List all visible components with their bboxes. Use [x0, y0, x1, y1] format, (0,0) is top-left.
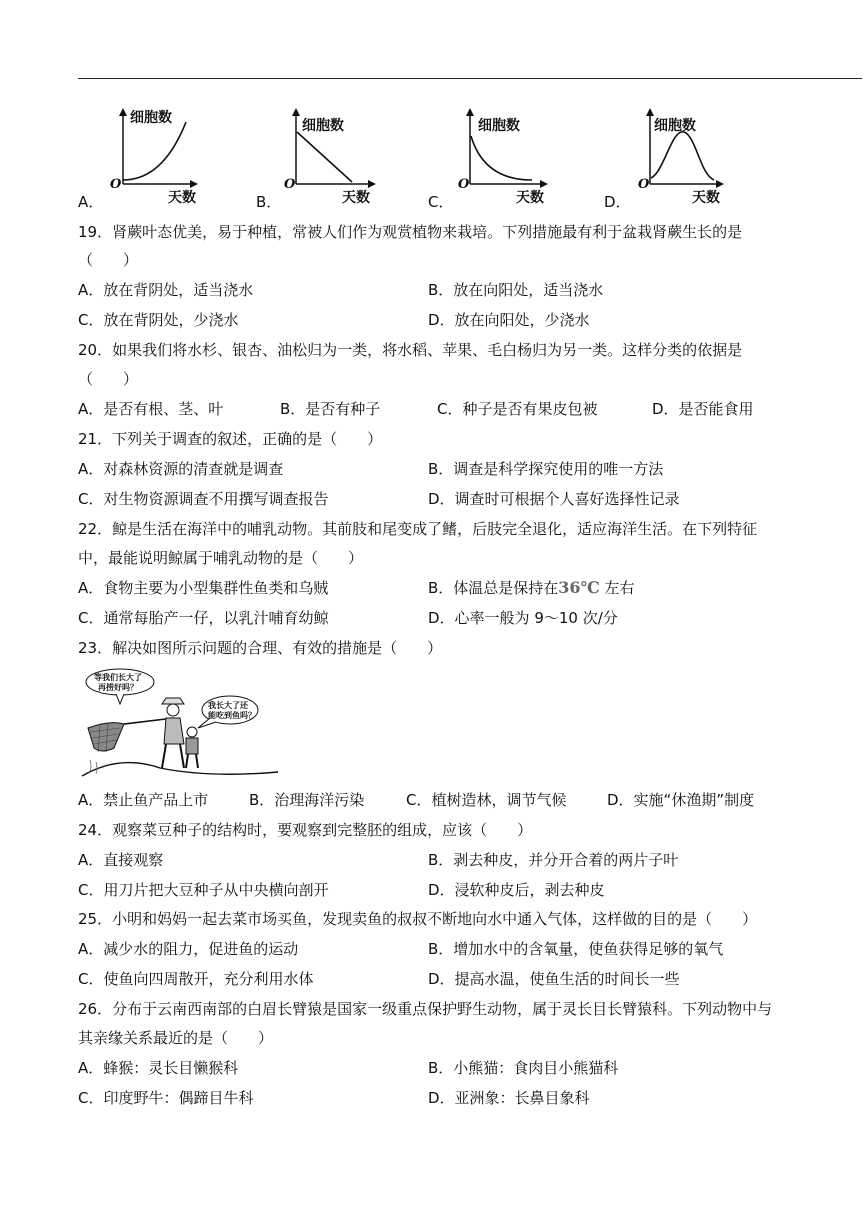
graph-option-c [428, 100, 608, 212]
q19-option-a[interactable]: A．放在背阴处，适当浇水 [78, 281, 254, 299]
temperature-value: 36℃ [558, 578, 600, 597]
q21-option-c[interactable]: C．对生物资源调查不用撰写调查报告 [78, 490, 329, 508]
bubble1-line2: 再捞好吗？ [98, 683, 138, 692]
header-rule [78, 78, 862, 79]
q26-option-c[interactable]: C．印度野牛：偶蹄目牛科 [78, 1089, 254, 1107]
q21-stem: 21．下列关于调查的叙述，正确的是（ ） [78, 430, 383, 448]
q22-option-b[interactable] [428, 578, 635, 598]
q18-graph-options [78, 100, 862, 212]
q20-option-b[interactable]: B．是否有种子 [280, 400, 381, 418]
q25-stem: 25．小明和妈妈一起去菜市场买鱼，发现卖鱼的叔叔不断地向水中通入气体，这样做的目的是（ ） [78, 910, 758, 928]
q23-option-b[interactable]: B．治理海洋污染 [249, 791, 365, 809]
q22-option-b-suffix: 左右 [604, 579, 635, 597]
q22-option-a[interactable]: A．食物主要为小型集群性鱼类和乌贼 [78, 579, 329, 597]
bubble2-line2: 能吃到鱼吗？ [208, 711, 256, 720]
q26-option-d[interactable]: D．亚洲象：长鼻目象科 [428, 1089, 590, 1107]
graph-c-origin: O [458, 177, 470, 192]
q23-option-d[interactable]: D．实施“休渔期”制度 [607, 791, 755, 809]
graph-d-xlabel: 天数 [692, 190, 720, 206]
graph-a-xlabel: 天数 [168, 190, 196, 206]
q25-option-b[interactable]: B．增加水中的含氧量，使鱼获得足够的氧气 [428, 940, 724, 958]
q19-stem: 19．肾蕨叶态优美，易于种植，常被人们作为观赏植物来栽培。下列措施最有利于盆栽肾蕨生长的是 [78, 223, 743, 241]
graph-b-origin: O [284, 177, 296, 192]
graph-a-option-label[interactable]: A． [78, 193, 104, 211]
graph-d-ylabel: 细胞数 [654, 118, 696, 134]
graph-option-b [256, 100, 436, 212]
q26-stem-line2: 其亲缘关系最近的是（ ） [78, 1029, 274, 1047]
q19-blank: （ ） [78, 251, 139, 269]
q24-option-d[interactable]: D．浸软种皮后，剥去种皮 [428, 881, 605, 899]
q20-option-a[interactable]: A．是否有根、茎、叶 [78, 400, 224, 418]
graph-b-option-label[interactable]: B． [256, 193, 282, 211]
curve-c [471, 136, 532, 180]
cartoon-svg [80, 668, 280, 780]
q21-option-a[interactable]: A．对森林资源的清查就是调查 [78, 460, 284, 478]
graph-d-option-label[interactable]: D． [604, 193, 631, 211]
q24-option-c[interactable]: C．用刀片把大豆种子从中央横向剖开 [78, 881, 329, 899]
bubble2-line1: 我长大了还 [208, 701, 248, 710]
q21-option-d[interactable]: D．调查时可根据个人喜好选择性记录 [428, 490, 680, 508]
q26-option-b[interactable]: B．小熊猫：食肉目小熊猫科 [428, 1059, 619, 1077]
q19-option-b[interactable]: B．放在向阳处，适当浇水 [428, 281, 604, 299]
q19-option-c[interactable]: C．放在背阴处，少浇水 [78, 311, 239, 329]
graph-d-origin: O [638, 177, 650, 192]
graph-c-option-label[interactable]: C． [428, 193, 454, 211]
q26-option-a[interactable]: A．蜂猴：灵长目懒猴科 [78, 1059, 239, 1077]
q23-option-c[interactable]: C．植树造林，调节气候 [406, 791, 567, 809]
q23-stem: 23．解决如图所示问题的合理、有效的措施是（ ） [78, 639, 443, 657]
q24-option-a[interactable]: A．直接观察 [78, 851, 164, 869]
graph-c-ylabel: 细胞数 [478, 118, 520, 134]
q22-option-b-text: B．体温总是保持在 [428, 579, 559, 597]
graph-a-origin: O [110, 177, 122, 192]
q19-option-d[interactable]: D．放在向阳处，少浇水 [428, 311, 590, 329]
q21-option-b[interactable]: B．调查是科学探究使用的唯一方法 [428, 460, 664, 478]
q22-stem-line1: 22．鲸是生活在海洋中的哺乳动物。其前肢和尾变成了鳍，后肢完全退化，适应海洋生活。在下列特征 [78, 520, 758, 538]
q20-blank: （ ） [78, 370, 139, 388]
q24-option-b[interactable]: B．剥去种皮，并分开合着的两片子叶 [428, 851, 679, 869]
curve-a [123, 122, 186, 180]
graph-a-ylabel: 细胞数 [130, 110, 172, 126]
graph-option-a [78, 100, 258, 212]
q26-stem-line1: 26．分布于云南西南部的白眉长臂猿是国家一级重点保护野生动物，属于灵长目长臂猿科。下列动物中与 [78, 1000, 773, 1018]
q23-option-a[interactable]: A．禁止鱼产品上市 [78, 791, 209, 809]
q20-option-c[interactable]: C．种子是否有果皮包被 [437, 400, 598, 418]
fishing-cartoon [80, 668, 280, 780]
graph-b-xlabel: 天数 [342, 190, 370, 206]
q20-option-d[interactable]: D．是否能食用 [652, 400, 754, 418]
q22-option-d[interactable]: D．心率一般为 9～10 次/分 [428, 609, 618, 627]
bubble1-line1: 等我们长大了 [94, 673, 142, 682]
q20-stem: 20．如果我们将水杉、银杏、油松归为一类，将水稻、苹果、毛白杨归为另一类。这样分类的依据是 [78, 341, 743, 359]
curve-b [297, 132, 352, 182]
graph-option-d [604, 100, 784, 212]
q22-option-c[interactable]: C．通常每胎产一仔，以乳汁哺育幼鲸 [78, 609, 329, 627]
graph-b-ylabel: 细胞数 [302, 118, 344, 134]
q25-option-d[interactable]: D．提高水温，使鱼生活的时间长一些 [428, 970, 680, 988]
q25-option-c[interactable]: C．使鱼向四周散开，充分利用水体 [78, 970, 314, 988]
q22-stem-line2: 中，最能说明鲸属于哺乳动物的是（ ） [78, 549, 364, 567]
q25-option-a[interactable]: A．减少水的阻力，促进鱼的运动 [78, 940, 299, 958]
curve-d [651, 132, 714, 180]
q24-stem: 24．观察菜豆种子的结构时，要观察到完整胚的组成，应该（ ） [78, 821, 533, 839]
graph-c-xlabel: 天数 [516, 190, 544, 206]
